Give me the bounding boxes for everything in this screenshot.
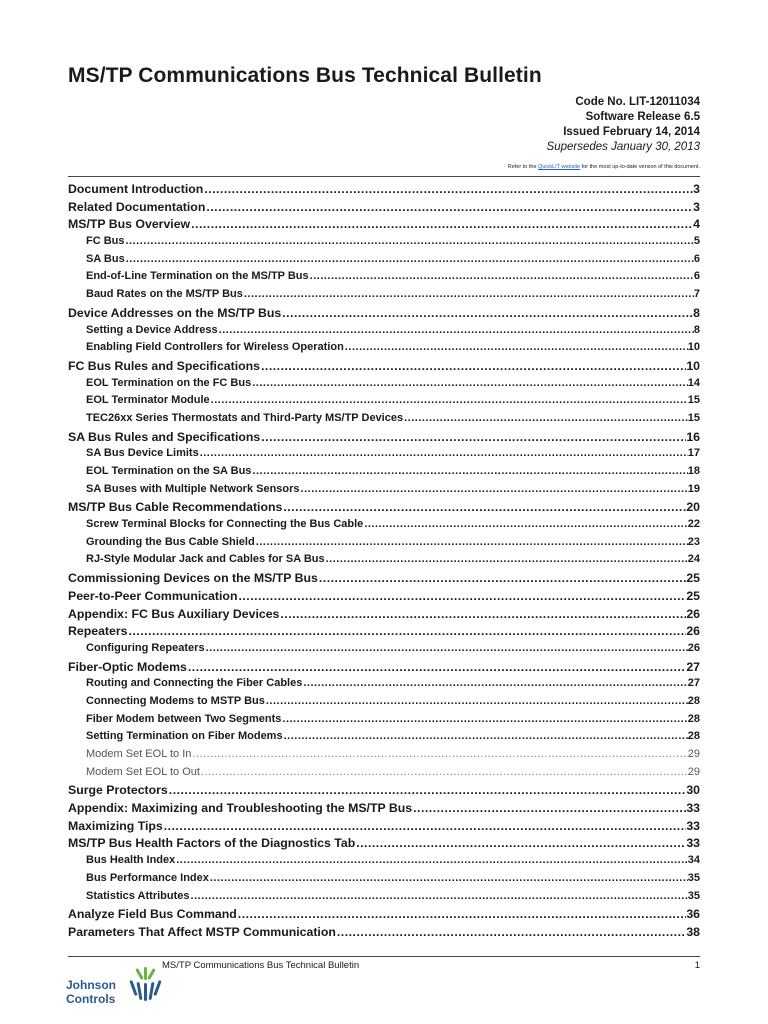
toc-dot-leader xyxy=(265,695,688,707)
toc-entry[interactable] xyxy=(68,872,700,890)
toc-dot-leader xyxy=(200,766,688,778)
toc-entry-title: Surge Protectors xyxy=(68,783,168,798)
toc-entry-page: 33 xyxy=(686,801,700,816)
toc-dot-leader xyxy=(412,801,686,815)
toc-entry-page: 33 xyxy=(686,818,700,833)
johnson-controls-logo xyxy=(66,966,162,1016)
toc-entry[interactable] xyxy=(68,925,700,943)
toc-dot-leader xyxy=(255,536,688,548)
toc-entry-page: 6 xyxy=(693,252,700,265)
toc-entry-title: Repeaters xyxy=(68,624,128,639)
toc-entry-title: Grounding the Bus Cable Shield xyxy=(86,535,255,548)
toc-entry-page: 23 xyxy=(687,535,700,548)
toc-entry-page: 25 xyxy=(686,571,700,586)
toc-entry[interactable] xyxy=(68,836,700,854)
toc-entry-page: 22 xyxy=(687,518,700,531)
toc-entry-title: Screw Terminal Blocks for Connecting the Bus Cable xyxy=(86,518,364,531)
toc-entry-title: Device Addresses on the MS/TP Bus xyxy=(68,305,282,320)
toc-entry-title: SA Bus Rules and Specifications xyxy=(68,429,261,444)
toc-entry-title: SA Bus xyxy=(86,252,125,265)
toc-entry[interactable] xyxy=(68,483,700,501)
toc-entry[interactable] xyxy=(68,536,700,554)
toc-entry-page: 30 xyxy=(686,783,700,798)
toc-entry-page: 14 xyxy=(687,376,700,389)
toc-entry-title: Peer-to-Peer Communication xyxy=(68,588,238,603)
toc-entry-page: 6 xyxy=(693,270,700,283)
toc-entry[interactable] xyxy=(68,465,700,483)
toc-entry-title: Appendix: FC Bus Auxiliary Devices xyxy=(68,606,280,621)
toc-entry[interactable] xyxy=(68,571,700,589)
footer-document-title: MS/TP Communications Bus Technical Bulletin xyxy=(162,960,360,971)
toc-entry-page: 35 xyxy=(687,871,700,884)
toc-dot-leader xyxy=(300,483,688,495)
toc-dot-leader xyxy=(163,819,687,833)
toc-entry[interactable] xyxy=(68,819,700,837)
toc-entry[interactable] xyxy=(68,306,700,324)
quicklit-link[interactable]: QuickLIT website xyxy=(538,164,581,170)
toc-dot-leader xyxy=(237,907,687,921)
toc-entry[interactable] xyxy=(68,642,700,660)
toc-entry[interactable] xyxy=(68,783,700,801)
toc-entry[interactable] xyxy=(68,890,700,908)
toc-entry[interactable] xyxy=(68,394,700,412)
toc-entry-title: Document Introduction xyxy=(68,182,204,196)
toc-dot-leader xyxy=(279,607,686,621)
toc-entry-page: 5 xyxy=(693,235,700,248)
toc-entry-page: 28 xyxy=(687,712,700,725)
reference-note-before: Refer to the xyxy=(507,164,539,170)
toc-entry[interactable] xyxy=(68,324,700,342)
logo-emblem-icon xyxy=(66,966,162,1016)
toc-entry-title: Appendix: Maximizing and Troubleshooting the MS/TP Bus xyxy=(68,801,413,816)
toc-entry-title: End-of-Line Termination on the MS/TP Bus xyxy=(86,270,309,283)
toc-entry-page: 18 xyxy=(687,465,700,477)
toc-entry-page: 26 xyxy=(686,624,700,639)
toc-entry-title: Enabling Field Controllers for Wireless Operation xyxy=(86,341,344,354)
toc-dot-leader xyxy=(260,359,686,373)
toc-entry-title: Fiber-Optic Modems xyxy=(68,659,187,674)
toc-entry[interactable] xyxy=(68,200,700,218)
toc-entry[interactable] xyxy=(68,677,700,695)
toc-dot-leader xyxy=(282,500,686,514)
toc-entry-title: Modem Set EOL to Out xyxy=(86,765,200,778)
header-divider xyxy=(68,176,700,177)
toc-entry[interactable] xyxy=(68,518,700,536)
toc-entry-page: 7 xyxy=(693,288,700,301)
toc-entry-title: MS/TP Bus Cable Recommendations xyxy=(68,500,283,515)
toc-entry[interactable] xyxy=(68,553,700,571)
toc-dot-leader xyxy=(344,341,688,353)
toc-entry-page: 28 xyxy=(687,730,700,743)
toc-entry[interactable] xyxy=(68,854,700,872)
document-title: MS/TP Communications Bus Technical Bulletin xyxy=(68,64,542,87)
toc-entry-title: Modem Set EOL to In xyxy=(86,748,192,760)
toc-entry-page: 29 xyxy=(687,765,700,778)
toc-dot-leader xyxy=(336,925,686,939)
toc-entry-page: 34 xyxy=(687,854,700,867)
toc-entry-page: 26 xyxy=(686,606,700,621)
toc-entry-page: 35 xyxy=(687,889,700,902)
toc-dot-leader xyxy=(325,553,688,565)
reference-note xyxy=(508,164,700,170)
toc-entry-title: Connecting Modems to MSTP Bus xyxy=(86,694,265,707)
toc-entry-title: EOL Terminator Module xyxy=(86,394,210,407)
toc-entry[interactable] xyxy=(68,695,700,713)
toc-entry-page: 27 xyxy=(687,677,700,690)
toc-entry[interactable] xyxy=(68,377,700,395)
toc-entry[interactable] xyxy=(68,235,700,253)
toc-entry[interactable] xyxy=(68,182,700,200)
toc-entry-page: 4 xyxy=(693,217,700,232)
toc-entry[interactable] xyxy=(68,430,700,448)
toc-dot-leader xyxy=(205,200,693,214)
toc-entry-title: Maximizing Tips xyxy=(68,818,163,833)
footer-divider xyxy=(68,956,700,957)
toc-dot-leader xyxy=(175,854,688,866)
toc-entry-page: 16 xyxy=(686,429,700,444)
toc-dot-leader xyxy=(210,394,688,406)
toc-entry[interactable] xyxy=(68,748,700,766)
toc-entry-title: Related Documentation xyxy=(68,199,206,214)
toc-dot-leader xyxy=(318,571,686,585)
toc-entry-title: Commissioning Devices on the MS/TP Bus xyxy=(68,571,318,586)
toc-dot-leader xyxy=(251,465,687,477)
toc-entry[interactable] xyxy=(68,412,700,430)
toc-entry-page: 3 xyxy=(693,182,700,196)
toc-dot-leader xyxy=(302,677,687,689)
toc-dot-leader xyxy=(309,270,694,282)
toc-entry-title: RJ-Style Modular Jack and Cables for SA Bus xyxy=(86,553,325,566)
toc-entry[interactable] xyxy=(68,766,700,784)
toc-entry-page: 27 xyxy=(686,659,700,674)
toc-entry-title: SA Buses with Multiple Network Sensors xyxy=(86,482,300,495)
toc-entry[interactable] xyxy=(68,589,700,607)
toc-entry-title: SA Bus Device Limits xyxy=(86,447,199,460)
toc-dot-leader xyxy=(199,447,688,459)
toc-entry-page: 8 xyxy=(693,305,700,320)
toc-entry-page: 15 xyxy=(687,394,700,407)
toc-dot-leader xyxy=(403,412,688,424)
toc-dot-leader xyxy=(218,324,694,336)
toc-entry[interactable] xyxy=(68,607,700,625)
toc-entry-page: 33 xyxy=(686,836,700,851)
toc-dot-leader xyxy=(190,217,693,231)
toc-entry-title: Setting Termination on Fiber Modems xyxy=(86,730,283,743)
table-of-contents xyxy=(68,182,700,943)
toc-entry-title: Analyze Field Bus Command xyxy=(68,907,237,922)
toc-entry-page: 29 xyxy=(687,748,700,760)
toc-dot-leader xyxy=(355,836,686,850)
toc-entry-title: TEC26xx Series Thermostats and Third-Party MS/TP Devices xyxy=(86,411,404,424)
toc-dot-leader xyxy=(209,872,688,884)
toc-dot-leader xyxy=(281,713,687,725)
toc-entry-title: EOL Termination on the FC Bus xyxy=(86,376,252,389)
toc-entry[interactable] xyxy=(68,500,700,518)
toc-entry-page: 28 xyxy=(687,694,700,707)
toc-dot-leader xyxy=(168,783,687,797)
toc-dot-leader xyxy=(237,589,686,603)
software-release: Software Release 6.5 xyxy=(585,111,700,123)
toc-dot-leader xyxy=(260,430,686,444)
toc-entry-title: Parameters That Affect MSTP Communication xyxy=(68,924,336,939)
toc-entry-title: Fiber Modem between Two Segments xyxy=(86,712,282,725)
document-metadata xyxy=(547,95,700,155)
toc-entry-title: Bus Performance Index xyxy=(86,871,209,884)
toc-entry[interactable] xyxy=(68,713,700,731)
toc-entry[interactable] xyxy=(68,341,700,359)
logo-line-1: Johnson xyxy=(66,978,116,992)
toc-entry-title: Setting a Device Address xyxy=(86,323,218,336)
toc-entry-title: MS/TP Bus Health Factors of the Diagnostics Tab xyxy=(68,836,356,851)
toc-entry-page: 10 xyxy=(686,358,700,373)
toc-entry[interactable] xyxy=(68,217,700,235)
toc-entry[interactable] xyxy=(68,660,700,678)
toc-entry-title: Statistics Attributes xyxy=(86,889,190,902)
logo-line-2: Controls xyxy=(66,992,116,1006)
supersedes-date: Supersedes January 30, 2013 xyxy=(546,141,700,153)
toc-entry-title: Routing and Connecting the Fiber Cables xyxy=(86,677,303,690)
issue-date: Issued February 14, 2014 xyxy=(563,126,700,138)
toc-entry-page: 25 xyxy=(686,588,700,603)
toc-entry[interactable] xyxy=(68,730,700,748)
toc-entry-page: 20 xyxy=(686,500,700,515)
toc-entry-page: 17 xyxy=(687,447,700,460)
footer-page-number: 1 xyxy=(694,960,700,971)
toc-dot-leader xyxy=(203,182,693,196)
toc-dot-leader xyxy=(363,518,687,530)
toc-dot-leader xyxy=(190,890,688,902)
toc-entry[interactable] xyxy=(68,270,700,288)
toc-dot-leader xyxy=(191,748,687,760)
toc-entry[interactable] xyxy=(68,801,700,819)
toc-entry-page: 38 xyxy=(686,924,700,939)
toc-entry[interactable] xyxy=(68,624,700,642)
toc-dot-leader xyxy=(283,730,688,742)
toc-entry-title: Configuring Repeaters xyxy=(86,641,205,654)
toc-dot-leader xyxy=(187,660,686,674)
toc-entry-page: 26 xyxy=(687,641,700,654)
toc-entry-page: 8 xyxy=(693,323,700,336)
toc-entry-title: MS/TP Bus Overview xyxy=(68,217,191,232)
toc-entry-title: Baud Rates on the MS/TP Bus xyxy=(86,288,243,301)
toc-dot-leader xyxy=(125,253,694,265)
toc-entry[interactable] xyxy=(68,359,700,377)
toc-entry-page: 3 xyxy=(693,199,700,214)
toc-dot-leader xyxy=(205,642,688,654)
code-number: Code No. LIT-12011034 xyxy=(575,96,700,108)
toc-entry-title: EOL Termination on the SA Bus xyxy=(86,465,252,477)
toc-dot-leader xyxy=(251,377,688,389)
toc-entry[interactable] xyxy=(68,447,700,465)
toc-dot-leader xyxy=(127,624,686,638)
toc-entry-title: FC Bus Rules and Specifications xyxy=(68,358,261,373)
toc-entry-page: 36 xyxy=(686,907,700,922)
toc-entry-page: 24 xyxy=(687,553,700,566)
toc-entry[interactable] xyxy=(68,253,700,271)
toc-entry-page: 19 xyxy=(687,482,700,495)
toc-dot-leader xyxy=(281,306,693,320)
toc-entry-title: FC Bus xyxy=(86,235,125,248)
toc-dot-leader xyxy=(243,288,694,300)
toc-entry[interactable] xyxy=(68,288,700,306)
toc-dot-leader xyxy=(125,235,694,247)
toc-entry-page: 15 xyxy=(687,411,700,424)
toc-entry[interactable] xyxy=(68,907,700,925)
toc-entry-title: Bus Health Index xyxy=(86,854,176,867)
reference-note-after: for the most up-to-date version of this document. xyxy=(580,164,700,170)
toc-entry-page: 10 xyxy=(687,341,700,354)
